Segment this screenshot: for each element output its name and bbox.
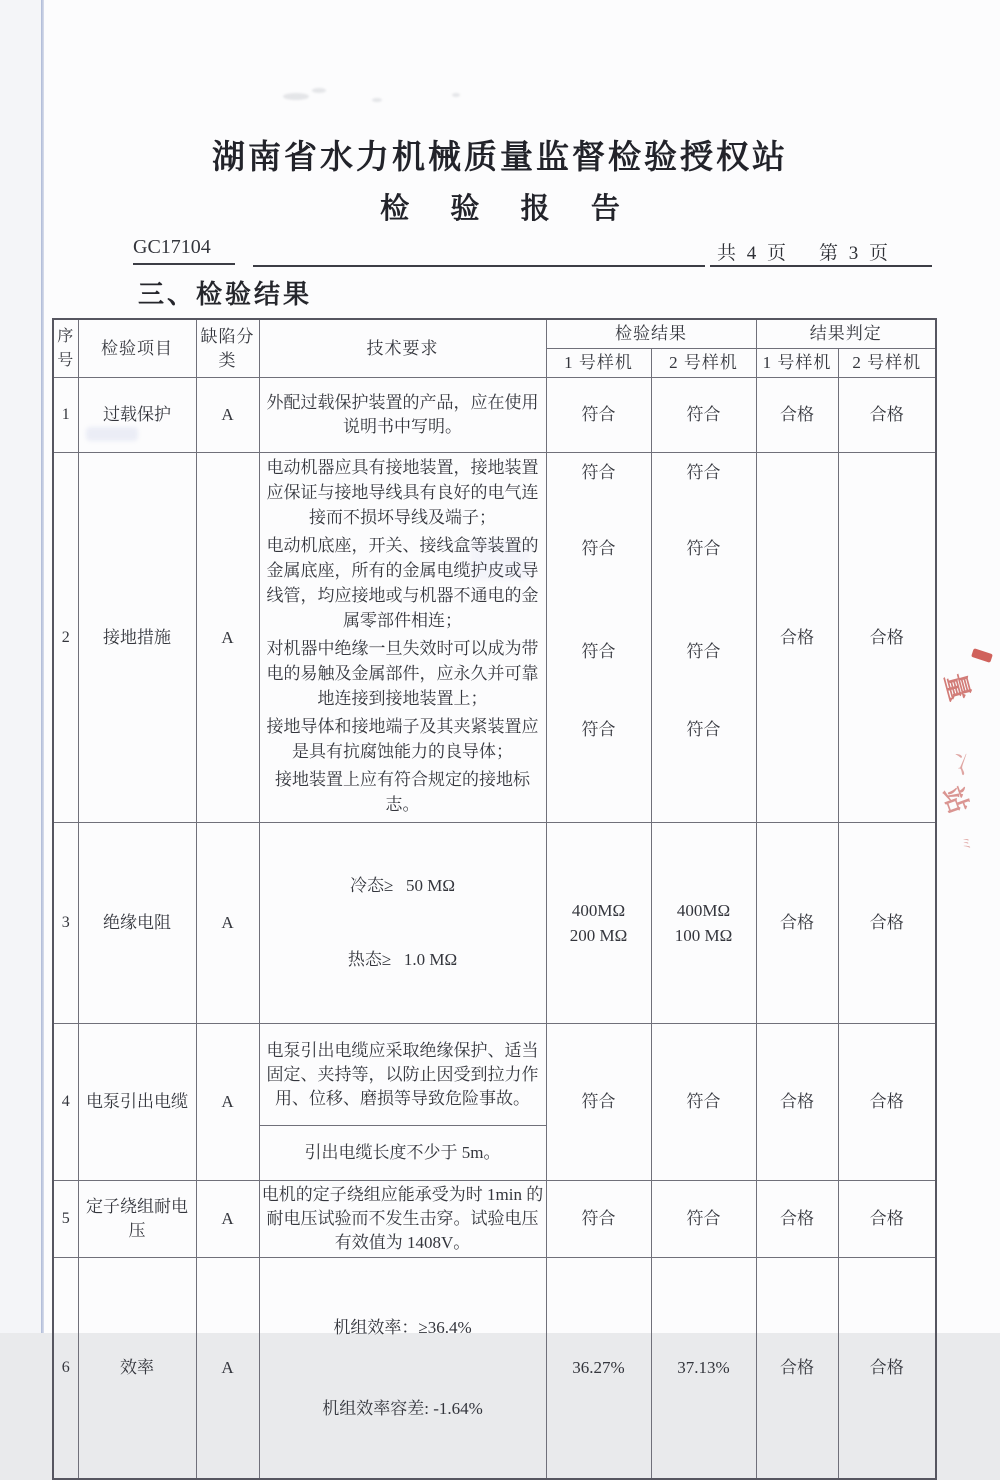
result-mark: 符合 [686, 463, 721, 482]
row2-requirement [259, 453, 546, 823]
result-value: 400MΩ [571, 901, 626, 920]
row5-item: 定子绕组耐电压 [78, 1181, 196, 1258]
row1-item: 过载保护 [78, 378, 196, 453]
row3-item: 绝缘电阻 [78, 823, 196, 1024]
row2-result-sample1 [546, 453, 651, 823]
row5-result-sample2: 符合 [651, 1181, 756, 1258]
result-mark: 符合 [686, 720, 721, 739]
col-header-result-sample1: 1 号样机 [546, 349, 651, 378]
header-row-1 [53, 319, 936, 349]
requirement-paragraph: 接地导体和接地端子及其夹紧装置应是具有抗腐蚀能力的良导体； [266, 717, 539, 761]
table-row [53, 1024, 936, 1126]
requirement-paragraph: 电动机底座，开关、接线盒等装置的金属底座，所有的金属电缆护皮或导线管，均应接地或与机器不通电的金属零部件相连； [266, 536, 539, 630]
requirement-paragraph: 对机器中绝缘一旦失效时可以成为带电的易触及金属部件，应永久并可靠地连接到接地装置上； [266, 639, 539, 708]
seal-fragment-char: 站 [937, 783, 974, 818]
col-header-judge-sample1: 1 号样机 [756, 349, 838, 378]
row5-judge-sample1: 合格 [756, 1181, 838, 1258]
seal-fragment-char: ミ [958, 834, 975, 853]
row4-requirement-b: 引出电缆长度不少于 5m。 [259, 1126, 546, 1181]
col-header-defect: 缺陷分类 [196, 319, 259, 378]
row5-seq: 5 [53, 1181, 78, 1258]
report-title: 检 验 报 告 [380, 193, 637, 225]
org-title: 湖南省水力机械质量监督检验授权站 [212, 140, 788, 176]
row4-result-sample1: 符合 [546, 1024, 651, 1181]
row1-judge-sample2: 合格 [838, 378, 936, 453]
result-mark: 符合 [581, 720, 616, 739]
table-row [53, 453, 936, 823]
requirement-line: 机组效率容差: -1.64% [322, 1399, 483, 1418]
row1-result-sample2: 符合 [651, 378, 756, 453]
seal-fragment-char: 量 [939, 670, 976, 705]
row4-seq: 4 [53, 1024, 78, 1181]
col-header-result-group: 检验结果 [546, 319, 756, 349]
result-value: 100 MΩ [674, 926, 733, 945]
requirement-line: 机组效率：≥36.4% [333, 1318, 472, 1337]
row4-result-sample2: 符合 [651, 1024, 756, 1181]
section-title: 三、检验结果 [138, 280, 313, 309]
result-mark: 符合 [686, 642, 721, 661]
scan-smudge [372, 98, 382, 102]
row6-item: 效率 [78, 1258, 196, 1480]
row4-judge-sample1: 合格 [756, 1024, 838, 1181]
row6-result-sample1: 36.27% [546, 1258, 651, 1480]
row4-judge-sample2: 合格 [838, 1024, 936, 1181]
row4-item: 电泵引出电缆 [78, 1024, 196, 1181]
current-page-label: 第 3 页 [819, 243, 892, 264]
row6-result-sample2: 37.13% [651, 1258, 756, 1480]
row1-defect: A [196, 378, 259, 453]
row3-judge-sample1: 合格 [756, 823, 838, 1024]
col-header-judgement-group: 结果判定 [756, 319, 936, 349]
table-row [53, 378, 936, 453]
scan-smudge [283, 93, 309, 100]
seal-fragment-char: 冫 [951, 746, 984, 781]
scan-smudge [452, 93, 460, 97]
row1-requirement: 外配过载保护装置的产品，应在使用说明书中写明。 [259, 378, 546, 453]
col-header-result-sample2: 2 号样机 [651, 349, 756, 378]
col-header-seq: 序号 [53, 319, 78, 378]
row3-seq: 3 [53, 823, 78, 1024]
row6-defect: A [196, 1258, 259, 1480]
inspection-results-table [52, 318, 937, 1480]
row6-requirement [259, 1258, 546, 1480]
requirement-paragraph: 电动机器应具有接地装置，接地装置应保证与接地导线具有良好的电气连接而不损坏导线及端子； [266, 458, 539, 527]
underline [133, 263, 235, 265]
requirement-line: 热态≥ 1.0 MΩ [347, 950, 458, 969]
row5-defect: A [196, 1181, 259, 1258]
requirement-paragraph: 接地装置上应有符合规定的接地标志。 [275, 770, 530, 814]
seal-fragment-bar [971, 648, 993, 663]
result-mark: 符合 [686, 539, 721, 558]
table-row [53, 823, 936, 1024]
result-mark: 符合 [581, 539, 616, 558]
row3-result-sample2 [651, 823, 756, 1024]
result-value: 200 MΩ [569, 926, 628, 945]
table-row [53, 1181, 936, 1258]
result-mark: 符合 [581, 642, 616, 661]
result-value: 400MΩ [676, 901, 731, 920]
scan-smudge [312, 88, 326, 93]
row5-result-sample1: 符合 [546, 1181, 651, 1258]
underline [253, 265, 705, 267]
partial-red-seal [938, 645, 1000, 860]
col-header-judge-sample2: 2 号样机 [838, 349, 936, 378]
row3-judge-sample2: 合格 [838, 823, 936, 1024]
report-number: GC17104 [133, 236, 211, 258]
requirement-line: 冷态≥ 50 MΩ [349, 876, 456, 895]
row1-judge-sample1: 合格 [756, 378, 838, 453]
row2-item: 接地措施 [78, 453, 196, 823]
result-mark: 符合 [581, 463, 616, 482]
col-header-requirement: 技术要求 [259, 319, 546, 378]
row6-judge-sample1: 合格 [756, 1258, 838, 1480]
row2-seq: 2 [53, 453, 78, 823]
row2-defect: A [196, 453, 259, 823]
row2-judge-sample1: 合格 [756, 453, 838, 823]
row1-seq: 1 [53, 378, 78, 453]
row3-defect: A [196, 823, 259, 1024]
row2-judge-sample2: 合格 [838, 453, 936, 823]
table-row [53, 1258, 936, 1480]
total-pages-label: 共 4 页 [717, 243, 790, 264]
row1-result-sample1: 符合 [546, 378, 651, 453]
row3-result-sample1 [546, 823, 651, 1024]
row5-judge-sample2: 合格 [838, 1181, 936, 1258]
row4-requirement-a: 电泵引出电缆应采取绝缘保护、适当固定、夹持等，以防止因受到拉力作用、位移、磨损等导致危险事故。 [259, 1024, 546, 1126]
row3-requirement [259, 823, 546, 1024]
row5-requirement: 电机的定子绕组应能承受为时 1min 的耐电压试验而不发生击穿。试验电压有效值为 1408V。 [259, 1181, 546, 1258]
row6-seq: 6 [53, 1258, 78, 1480]
row4-defect: A [196, 1024, 259, 1181]
col-header-item: 检验项目 [78, 319, 196, 378]
underline [710, 265, 932, 267]
row2-result-sample2 [651, 453, 756, 823]
row6-judge-sample2: 合格 [838, 1258, 936, 1480]
